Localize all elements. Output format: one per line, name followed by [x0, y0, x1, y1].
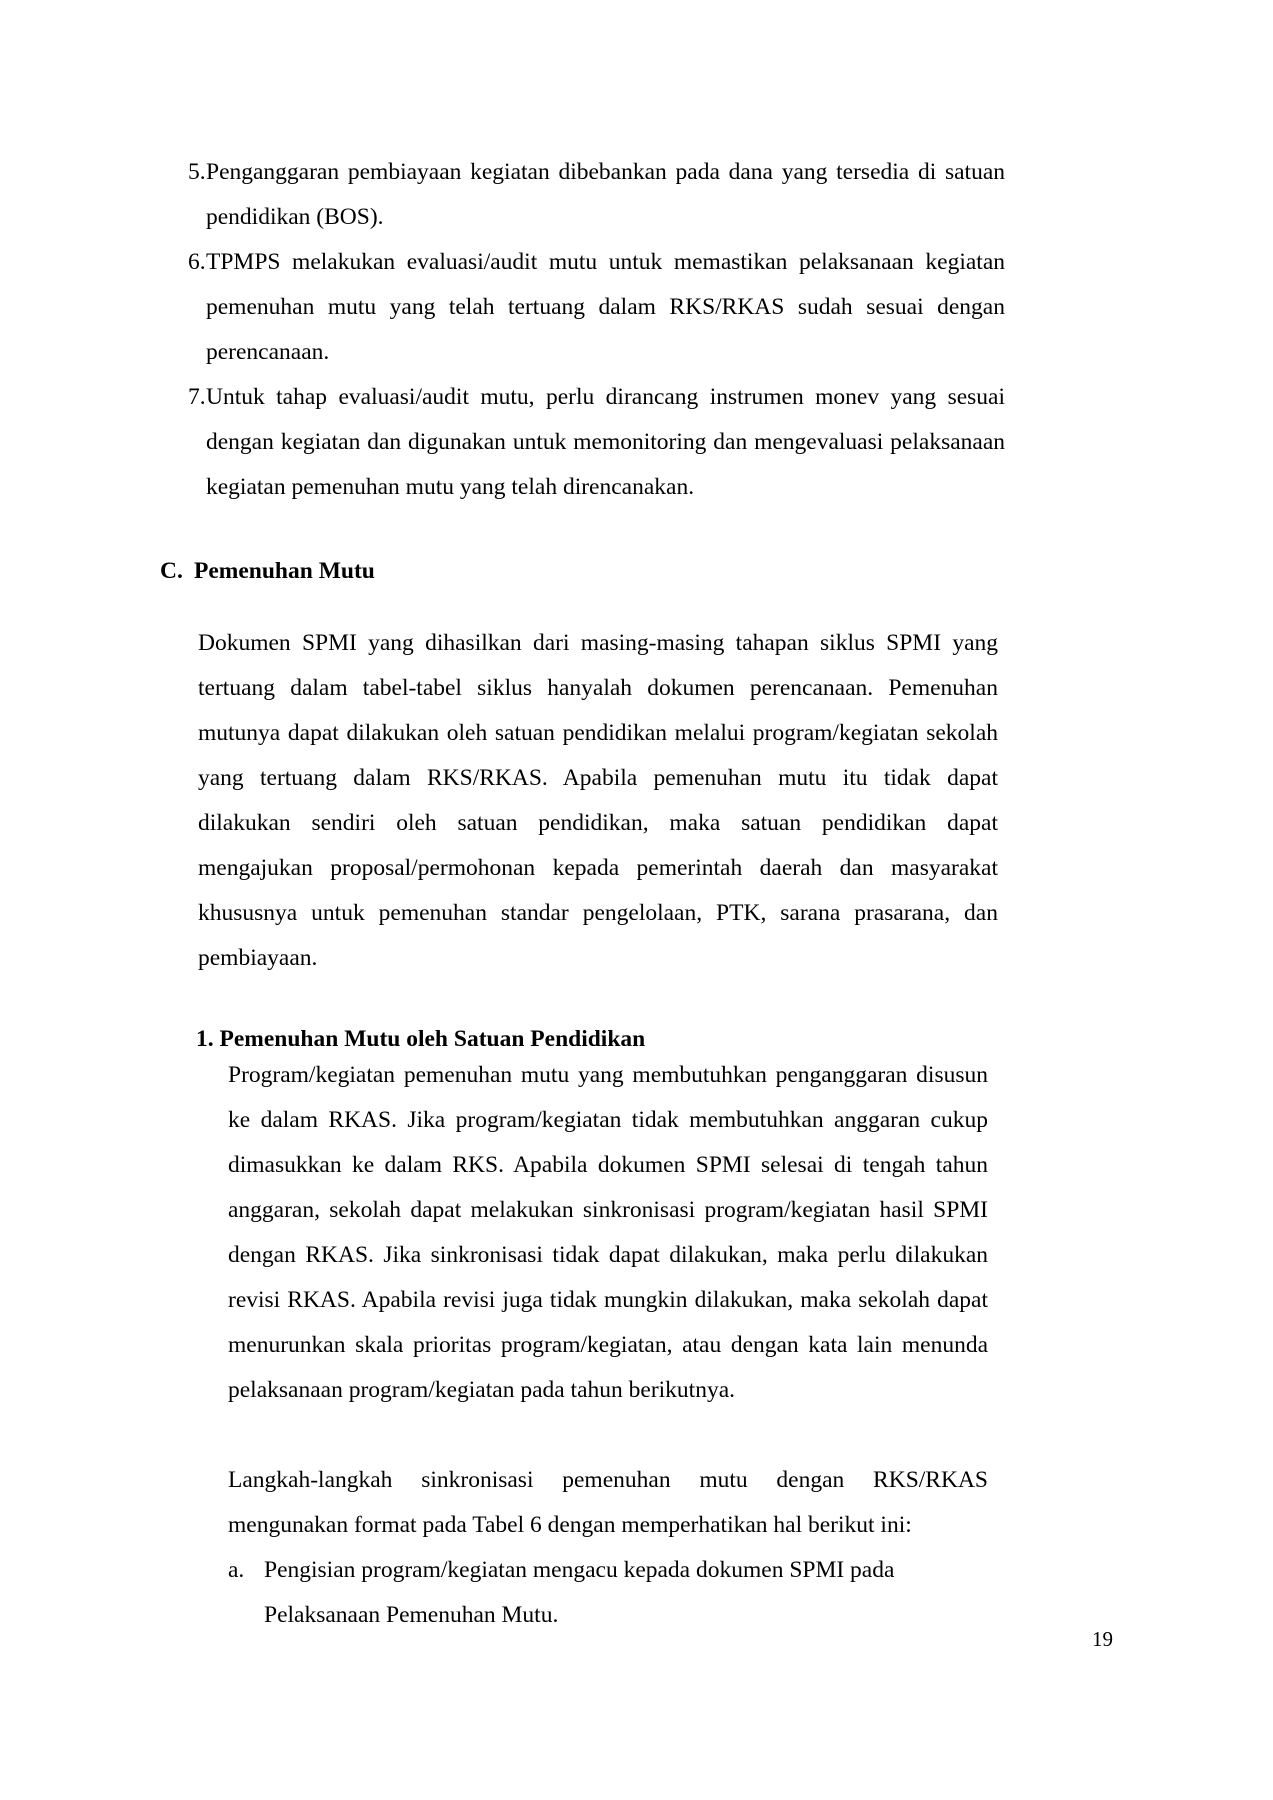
subsection-paragraph-2: Langkah-langkah sinkronisasi pemenuhan mutu dengan RKS/RKAS mengunakan format pada Tabel 6 dengan memperhatikan hal berikut ini: — [228, 1467, 988, 1538]
list-item-text: Untuk tahap evaluasi/audit mutu, perlu dirancang instrumen monev yang sesuai dengan kegiatan dan digunakan untuk memonitoring dan mengevaluasi pelaksanaan kegiatan pemenuhan mutu yang telah direncanakan. — [206, 384, 1005, 500]
subsection-body — [228, 1053, 988, 1548]
lettered-list — [228, 1548, 988, 1638]
list-item-text: Penganggaran pembiayaan kegiatan dibebankan pada dana yang tersedia di satuan pendidikan (BOS). — [206, 159, 1005, 230]
list-marker: a. — [228, 1557, 245, 1583]
list-item — [228, 1548, 988, 1638]
section-letter: C. — [160, 558, 183, 584]
section-c-paragraph: Dokumen SPMI yang dihasilkan dari masing-masing tahapan siklus SPMI yang tertuang dalam tabel-tabel siklus hanyalah dokumen perencanaan. Pemenuhan mutunya dapat dilakukan oleh satuan pendidikan melalui program/kegiatan sekolah yang tertuang dalam RKS/RKAS. Apabila pemenuhan mutu itu tidak dapat dilakukan sendiri oleh satuan pendidikan, maka satuan pendidikan dapat mengajukan proposal/permohonan kepada pemerintah daerah dan masyarakat khususnya untuk pemenuhan standar pengelolaan, PTK, sarana prasarana, dan pembiayaan. — [198, 630, 998, 971]
page-content — [160, 150, 1005, 1638]
list-marker: 6. — [188, 249, 206, 275]
subsection-heading-1: 1. Pemenuhan Mutu oleh Satuan Pendidikan — [196, 1026, 646, 1052]
list-item — [160, 240, 1005, 375]
list-item — [160, 375, 1005, 510]
page-number: 19 — [1092, 1627, 1113, 1651]
list-item — [160, 150, 1005, 240]
section-heading-c — [160, 558, 1005, 585]
list-item-text: TPMPS melakukan evaluasi/audit mutu untuk memastikan pelaksanaan kegiatan pemenuhan mutu yang telah tertuang dalam RKS/RKAS sudah sesuai dengan perencanaan. — [206, 249, 1005, 365]
numbered-list — [160, 150, 1005, 510]
subsection-paragraph-1: Program/kegiatan pemenuhan mutu yang membutuhkan penganggaran disusun ke dalam RKAS. Jika program/kegiatan tidak membutuhkan anggaran cukup dimasukkan ke dalam RKS. Apabila dokumen SPMI selesai di tengah tahun anggaran, sekolah dapat melakukan sinkronisasi program/kegiatan hasil SPMI dengan RKAS. Jika sinkronisasi tidak dapat dilakukan, maka perlu dilakukan revisi RKAS. Apabila revisi juga tidak mungkin dilakukan, maka sekolah dapat menurunkan skala prioritas program/kegiatan, atau dengan kata lain menunda pelaksanaan program/kegiatan pada tahun berikutnya. — [228, 1062, 988, 1403]
list-marker: 5. — [188, 159, 206, 185]
list-item-text: Pengisian program/kegiatan mengacu kepada dokumen SPMI pada Pelaksanaan Pemenuhan Mutu. — [264, 1557, 895, 1628]
paragraph-spacer — [228, 1413, 988, 1458]
section-title: Pemenuhan Mutu — [194, 558, 375, 584]
list-marker: 7. — [188, 384, 206, 410]
